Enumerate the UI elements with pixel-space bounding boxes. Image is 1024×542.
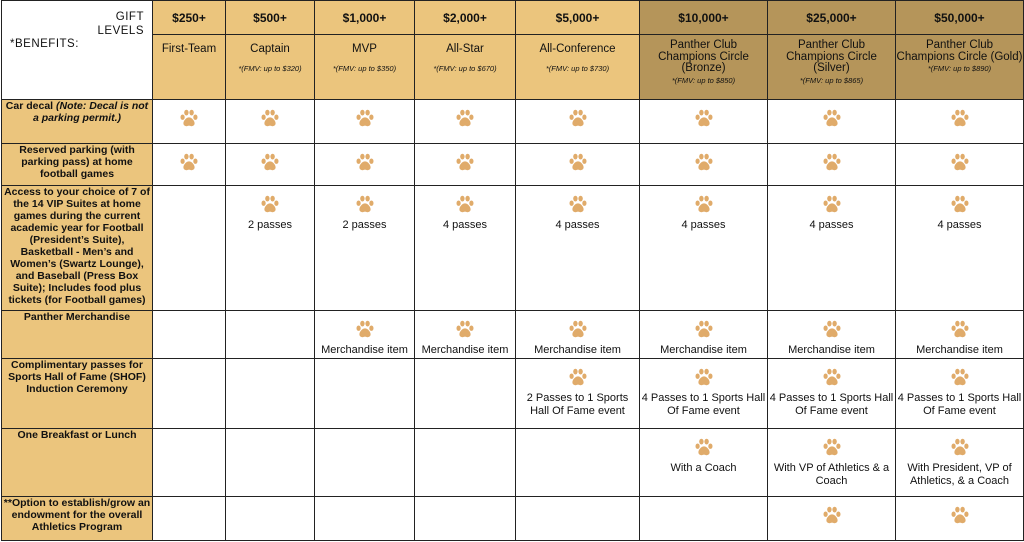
benefit-label-text: Reserved parking (with parking pass) at home football games [19,144,135,180]
fmv-note: *(FMV: up to $670) [433,64,497,74]
benefit-cell [640,311,768,359]
level-header-cell [896,35,1024,100]
paw-print-icon [568,108,588,128]
paw-print-icon [950,367,970,387]
benefit-cell [516,429,640,497]
benefit-cell [896,100,1024,144]
paw-print-icon [694,108,714,128]
level-amount: $5,000+ [516,1,640,35]
benefit-cell [315,144,415,186]
gift-levels-table [1,0,1024,541]
benefit-cell-text: 4 passes [809,219,854,231]
paw-print-icon [260,194,280,214]
benefit-cell-text: 4 passes [937,219,982,231]
benefit-cell [415,429,516,497]
fmv-note: *(FMV: up to $890) [927,64,992,74]
paw-print-icon [694,194,714,214]
level-header-cell [768,35,896,100]
paw-print-icon [822,152,842,172]
benefit-cell [153,311,226,359]
benefit-cell-text: 2 passes [342,219,387,231]
fmv-note: *(FMV: up to $320) [238,64,302,74]
benefit-cell-text: 2 passes [247,219,293,231]
level-header-cell [415,35,516,100]
benefit-cell [226,186,315,311]
benefit-cell [153,429,226,497]
paw-print-icon [950,108,970,128]
benefit-cell [516,144,640,186]
amount-row [2,1,1024,35]
benefit-cell [153,100,226,144]
paw-print-icon [568,152,588,172]
level-name-row [2,35,1024,100]
benefit-cell [226,497,315,541]
benefit-cell [896,359,1024,429]
benefit-cell [640,429,768,497]
benefit-row [2,100,1024,144]
benefit-cell [415,359,516,429]
benefit-cell [768,359,896,429]
benefit-row [2,359,1024,429]
benefit-cell [768,497,896,541]
benefit-cell [640,144,768,186]
benefit-cell [896,429,1024,497]
benefit-cell [768,100,896,144]
paw-print-icon [355,108,375,128]
benefit-cell-text: Merchandise item [421,344,509,356]
benefit-label [2,186,153,311]
benefit-cell [415,144,516,186]
benefit-note: (Note: Decal is not a parking permit.) [32,100,149,124]
benefit-cell-text: 4 passes [555,219,600,231]
level-header-cell [640,35,768,100]
benefit-cell [226,100,315,144]
benefit-cell [768,429,896,497]
benefit-cell [315,359,415,429]
paw-print-icon [694,319,714,339]
paw-print-icon [568,194,588,214]
level-amount: $1,000+ [315,1,415,35]
benefit-cell-text: 4 passes [442,219,488,231]
paw-print-icon [355,152,375,172]
paw-print-icon [694,437,714,457]
level-amount: $25,000+ [768,1,896,35]
benefit-cell [226,359,315,429]
benefit-cell [516,311,640,359]
paw-print-icon [355,319,375,339]
benefit-cell [768,311,896,359]
paw-print-icon [822,437,842,457]
benefit-cell [640,359,768,429]
benefit-cell [226,311,315,359]
benefit-label [2,311,153,359]
benefits-label: *BENEFITS: [10,38,79,50]
level-header-cell [226,35,315,100]
level-header-cell [315,35,415,100]
paw-print-icon [455,152,475,172]
benefit-row [2,429,1024,497]
benefit-cell-text: 4 Passes to 1 Sports Hall Of Fame event [641,392,766,417]
benefit-cell-text: Merchandise item [916,344,1003,356]
benefit-cell-text: Merchandise item [660,344,747,356]
level-name: MVP [352,43,377,56]
benefit-row [2,497,1024,541]
paw-print-icon [694,367,714,387]
benefit-cell [896,311,1024,359]
level-header-cell [153,35,226,100]
paw-print-icon [694,152,714,172]
level-header-cell [516,35,640,100]
benefit-cell-text: Merchandise item [534,344,621,356]
benefit-label-text: Car decal [5,100,54,112]
benefit-cell [315,311,415,359]
benefit-label-text: **Option to establish/grow an endowment for the overall Athletics Program [3,497,151,533]
benefit-cell [516,100,640,144]
benefit-row [2,186,1024,311]
benefit-label [2,497,153,541]
paw-print-icon [568,367,588,387]
benefit-cell [315,186,415,311]
level-name: First-Team [161,43,217,56]
benefit-cell [768,144,896,186]
paw-print-icon [179,108,199,128]
paw-print-icon [950,319,970,339]
level-name: Panther Club Champions Circle (Bronze) [658,39,749,75]
paw-print-icon [822,505,842,525]
benefit-cell [226,144,315,186]
benefit-cell-text: 4 passes [681,219,726,231]
benefit-label-text: Panther Merchandise [23,311,131,323]
benefit-cell [640,497,768,541]
benefit-cell-text: With President, VP of Athletics, & a Coach [907,462,1012,487]
level-name: Captain [250,43,290,56]
benefit-cell-text: Merchandise item [788,344,875,356]
paw-print-icon [822,108,842,128]
gift-levels-corner [2,1,153,100]
benefit-label [2,100,153,144]
fmv-note: *(FMV: up to $350) [332,64,397,74]
benefit-row [2,311,1024,359]
paw-print-icon [455,108,475,128]
benefit-cell [768,186,896,311]
level-name: All-Star [446,43,484,56]
paw-print-icon [950,437,970,457]
benefit-cell [896,186,1024,311]
benefit-cell [226,429,315,497]
paw-print-icon [355,194,375,214]
benefit-cell [896,497,1024,541]
benefit-cell-text: 2 Passes to 1 Sports Hall Of Fame event [526,392,629,417]
benefit-cell [516,186,640,311]
benefit-cell [896,144,1024,186]
level-amount: $10,000+ [640,1,768,35]
benefit-cell-text: 4 Passes to 1 Sports Hall Of Fame event [897,392,1022,417]
benefit-cell-text: With a Coach [670,462,737,474]
level-amount: $250+ [153,1,226,35]
paw-print-icon [950,152,970,172]
level-amount: $500+ [226,1,315,35]
paw-print-icon [568,319,588,339]
benefit-label [2,359,153,429]
paw-print-icon [950,505,970,525]
benefit-label [2,429,153,497]
benefit-cell [516,497,640,541]
benefit-cell [153,497,226,541]
level-amount: $2,000+ [415,1,516,35]
benefit-cell-text: With VP of Athletics & a Coach [773,462,890,487]
benefit-cell-text: Merchandise item [321,344,408,356]
paw-print-icon [179,152,199,172]
fmv-note: *(FMV: up to $850) [671,75,736,85]
paw-print-icon [822,194,842,214]
paw-print-icon [950,194,970,214]
benefit-label-text: Complimentary passes for Sports Hall of Fame (SHOF) Induction Ceremony [8,359,146,395]
paw-print-icon [455,319,475,339]
benefit-label-text: Access to your choice of 7 of the 14 VIP Suites at home games during the current academic year for Football (President’s Suite), Basketball - Men’s and Women’s (Swartz Lounge), and Baseball (Press Box Suite); Includes food plus tickets (for Football games) [4,186,150,306]
benefit-cell [153,186,226,311]
benefit-cell [315,429,415,497]
benefit-label [2,144,153,186]
fmv-note: *(FMV: up to $730) [545,64,610,74]
benefit-cell [415,497,516,541]
paw-print-icon [455,194,475,214]
benefit-label-text: One Breakfast or Lunch [17,429,137,441]
benefit-cell [640,186,768,311]
benefit-cell [516,359,640,429]
paw-print-icon [260,152,280,172]
benefit-row [2,144,1024,186]
benefit-cell [315,100,415,144]
benefit-cell [315,497,415,541]
benefit-cell [415,311,516,359]
paw-print-icon [260,108,280,128]
benefit-cell [153,359,226,429]
level-amount: $50,000+ [896,1,1024,35]
level-name: Panther Club Champions Circle (Silver) [786,39,877,75]
benefit-cell [415,186,516,311]
benefit-cell [415,100,516,144]
benefit-cell-text: 4 Passes to 1 Sports Hall Of Fame event [769,392,894,417]
paw-print-icon [822,367,842,387]
benefit-cell [640,100,768,144]
gift-levels-label: GIFT LEVELS [97,11,144,37]
level-name: Panther Club Champions Circle (Gold) [896,39,1023,63]
benefit-cell [153,144,226,186]
level-name: All-Conference [539,43,616,56]
fmv-note: *(FMV: up to $865) [799,75,864,85]
paw-print-icon [822,319,842,339]
